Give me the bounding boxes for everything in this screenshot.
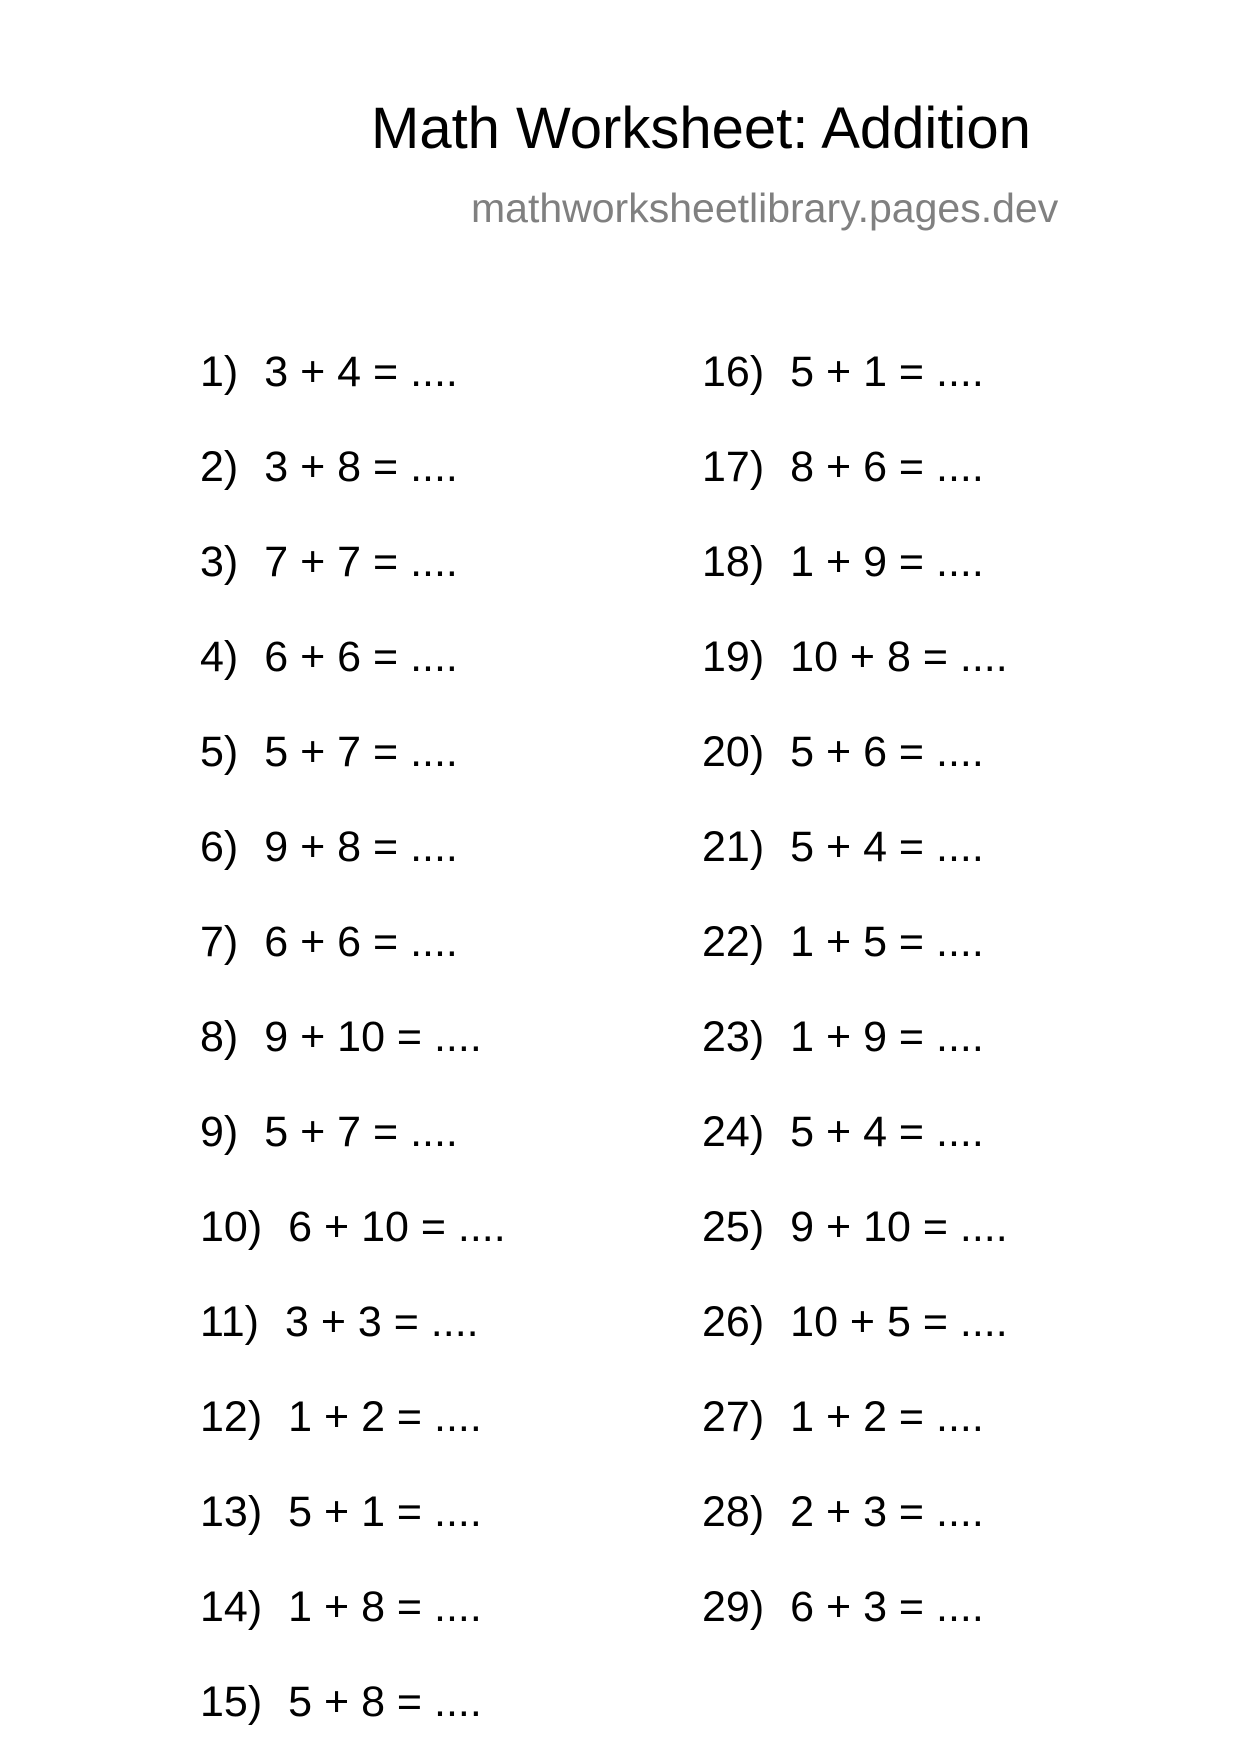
problem-item xyxy=(200,1108,458,1156)
problem-item xyxy=(702,348,984,396)
problem-number: 3) xyxy=(200,538,239,586)
problem-item xyxy=(200,538,458,586)
problem-number: 24) xyxy=(702,1108,765,1156)
problem-expression: 7 + 7 = .... xyxy=(264,538,458,586)
problem-expression: 5 + 6 = .... xyxy=(790,728,984,776)
problem-expression: 9 + 10 = .... xyxy=(264,1013,482,1061)
problem-expression: 1 + 5 = .... xyxy=(790,918,984,966)
problem-expression: 1 + 9 = .... xyxy=(790,538,984,586)
problem-expression: 5 + 1 = .... xyxy=(288,1488,482,1536)
problem-item xyxy=(702,443,984,491)
problem-expression: 6 + 6 = .... xyxy=(264,633,458,681)
problem-number: 5) xyxy=(200,728,239,776)
problem-number: 23) xyxy=(702,1013,765,1061)
problem-expression: 8 + 6 = .... xyxy=(790,443,984,491)
problem-item xyxy=(200,1583,482,1631)
problem-item xyxy=(200,823,458,871)
problem-item xyxy=(702,633,1008,681)
problem-expression: 5 + 4 = .... xyxy=(790,1108,984,1156)
problem-expression: 3 + 8 = .... xyxy=(264,443,458,491)
problem-number: 4) xyxy=(200,633,239,681)
problem-expression: 1 + 9 = .... xyxy=(790,1013,984,1061)
problem-item xyxy=(200,728,458,776)
problem-item xyxy=(200,1393,482,1441)
problem-item xyxy=(702,728,984,776)
problem-expression: 6 + 10 = .... xyxy=(288,1203,506,1251)
problem-number: 14) xyxy=(200,1583,263,1631)
problem-expression: 5 + 7 = .... xyxy=(264,1108,458,1156)
problem-number: 29) xyxy=(702,1583,765,1631)
problem-expression: 10 + 5 = .... xyxy=(790,1298,1008,1346)
problem-item xyxy=(702,1583,984,1631)
problem-item xyxy=(702,538,984,586)
problem-number: 12) xyxy=(200,1393,263,1441)
problem-expression: 10 + 8 = .... xyxy=(790,633,1008,681)
problem-expression: 9 + 8 = .... xyxy=(264,823,458,871)
problem-item xyxy=(200,443,458,491)
problem-number: 10) xyxy=(200,1203,263,1251)
problem-number: 2) xyxy=(200,443,239,491)
problem-expression: 5 + 8 = .... xyxy=(288,1678,482,1726)
problem-item xyxy=(702,1298,1008,1346)
problem-item xyxy=(200,918,458,966)
problem-item xyxy=(702,918,984,966)
problem-number: 25) xyxy=(702,1203,765,1251)
problem-number: 7) xyxy=(200,918,239,966)
problem-item xyxy=(702,823,984,871)
problem-item xyxy=(702,1488,984,1536)
problem-number: 6) xyxy=(200,823,239,871)
problem-expression: 1 + 8 = .... xyxy=(288,1583,482,1631)
problem-expression: 1 + 2 = .... xyxy=(790,1393,984,1441)
page-subtitle: mathworksheetlibrary.pages.dev xyxy=(471,185,1059,231)
problem-number: 20) xyxy=(702,728,765,776)
problem-number: 8) xyxy=(200,1013,239,1061)
problem-item xyxy=(200,1678,482,1726)
problem-item xyxy=(200,1013,482,1061)
problem-item xyxy=(200,1488,482,1536)
page-title: Math Worksheet: Addition xyxy=(371,96,1031,161)
problem-number: 21) xyxy=(702,823,765,871)
problem-expression: 2 + 3 = .... xyxy=(790,1488,984,1536)
problem-item xyxy=(200,633,458,681)
problem-item xyxy=(702,1203,1008,1251)
problem-expression: 5 + 4 = .... xyxy=(790,823,984,871)
problem-expression: 1 + 2 = .... xyxy=(288,1393,482,1441)
problem-item xyxy=(702,1393,984,1441)
problem-number: 26) xyxy=(702,1298,765,1346)
problem-number: 15) xyxy=(200,1678,263,1726)
problem-number: 1) xyxy=(200,348,239,396)
problem-expression: 9 + 10 = .... xyxy=(790,1203,1008,1251)
problem-item xyxy=(200,1203,506,1251)
problem-item xyxy=(702,1013,984,1061)
problem-expression: 5 + 7 = .... xyxy=(264,728,458,776)
problem-expression: 6 + 3 = .... xyxy=(790,1583,984,1631)
problem-number: 19) xyxy=(702,633,765,681)
problem-number: 28) xyxy=(702,1488,765,1536)
problem-number: 9) xyxy=(200,1108,239,1156)
problem-expression: 3 + 3 = .... xyxy=(284,1298,479,1346)
problem-number: 11) xyxy=(200,1298,259,1346)
problem-expression: 3 + 4 = .... xyxy=(264,348,458,396)
problem-number: 16) xyxy=(702,348,765,396)
problem-number: 13) xyxy=(200,1488,263,1536)
problem-item xyxy=(200,348,458,396)
problem-number: 27) xyxy=(702,1393,765,1441)
problem-expression: 6 + 6 = .... xyxy=(264,918,458,966)
problem-expression: 5 + 1 = .... xyxy=(790,348,984,396)
problem-number: 18) xyxy=(702,538,765,586)
problem-number: 17) xyxy=(702,443,765,491)
problem-item xyxy=(200,1298,479,1346)
problem-item xyxy=(702,1108,984,1156)
problem-number: 22) xyxy=(702,918,765,966)
